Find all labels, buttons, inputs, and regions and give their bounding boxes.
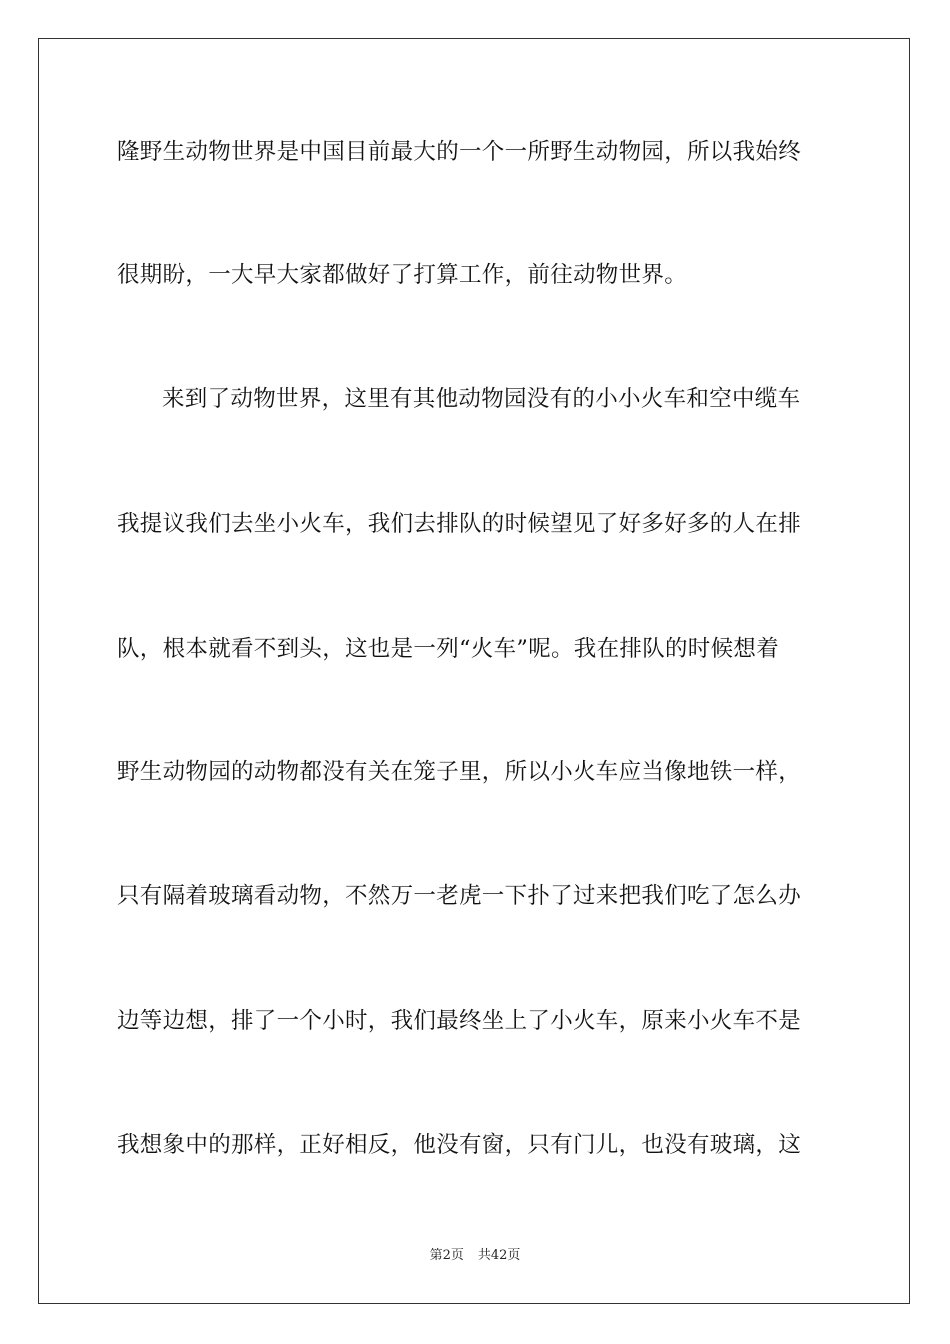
paragraph-line: 野生动物园的动物都没有关在笼子里，所以小火车应当像地铁一样，	[117, 759, 802, 785]
paragraph-line: 我想象中的那样，正好相反，他没有窗，只有门儿，也没有玻璃，这	[117, 1132, 802, 1158]
paragraph-line: 只有隔着玻璃看动物，不然万一老虎一下扑了过来把我们吃了怎么办	[117, 883, 802, 909]
page-number-current: 第2页	[429, 1248, 464, 1263]
paragraph-line: 隆野生动物世界是中国目前最大的一个一所野生动物园，所以我始终	[117, 139, 802, 165]
page-border	[38, 38, 910, 1304]
paragraph-line: 队，根本就看不到头，这也是一列“火车”呢。我在排队的时候想着	[117, 636, 780, 662]
page-number-total: 共42页	[477, 1248, 521, 1263]
paragraph-line: 我提议我们去坐小火车，我们去排队的时候望见了好多好多的人在排	[117, 511, 802, 537]
page-footer	[0, 1247, 950, 1265]
paragraph-line: 来到了动物世界，这里有其他动物园没有的小小火车和空中缆车	[162, 386, 801, 412]
paragraph-line: 边等边想，排了一个小时，我们最终坐上了小火车，原来小火车不是	[117, 1008, 802, 1034]
paragraph-line: 很期盼，一大早大家都做好了打算工作，前往动物世界。	[117, 262, 688, 288]
